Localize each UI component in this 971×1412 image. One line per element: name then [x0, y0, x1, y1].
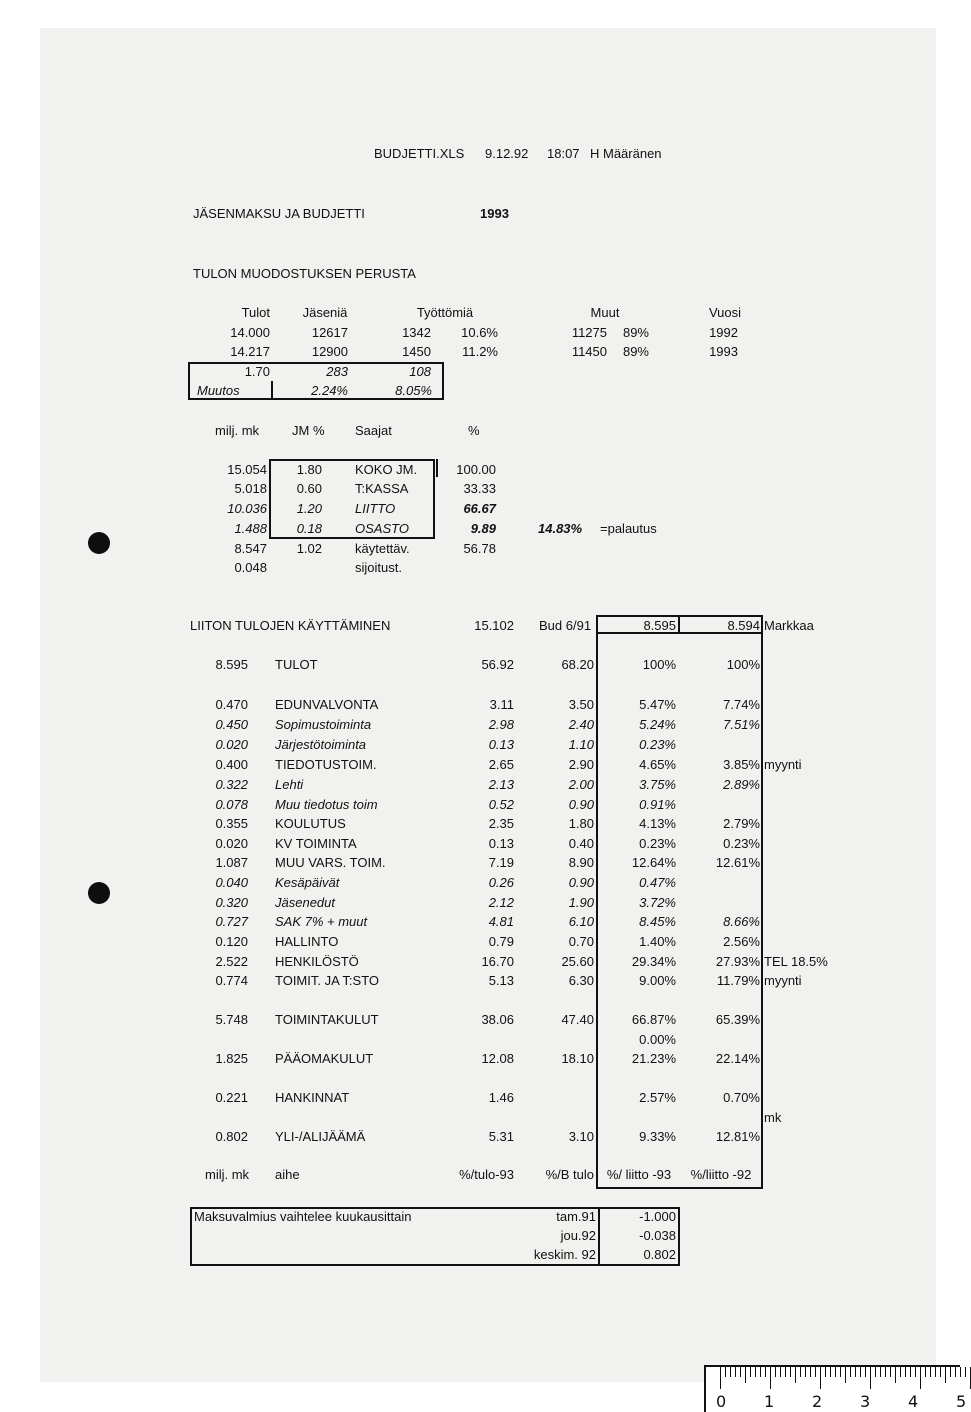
s3-value: 0.400 — [215, 757, 248, 772]
s3-pct-liitto92: 12.61% — [715, 855, 760, 870]
s3-pct-tulo: 0.52 — [488, 797, 514, 812]
s3-pct-tulo: 0.13 — [488, 737, 514, 752]
s2-saajat: käytettäv. — [355, 541, 410, 556]
bud-label: Bud 6/91 — [539, 618, 592, 633]
s1-muut: 11275 — [571, 325, 607, 340]
ruler-tick — [875, 1367, 876, 1377]
s1-tyottomia-pct: 10.6% — [461, 325, 498, 340]
s3-pct-liitto92: 8.66% — [723, 914, 760, 929]
s3-pct-tulo: 3.11 — [489, 697, 514, 712]
s3-pct-tulo: 0.79 — [488, 934, 514, 949]
ruler-tick — [885, 1367, 886, 1377]
s3-name: Järjestötoiminta — [275, 737, 367, 752]
s3-pct-tulo: 4.81 — [488, 914, 514, 929]
s3-pct-btulo: 0.90 — [568, 875, 594, 890]
ruler-tick — [835, 1367, 836, 1377]
s3-pct-btulo: 6.10 — [568, 914, 594, 929]
s3-pct-liitto92: 22.14% — [715, 1051, 760, 1066]
ruler-tick — [865, 1367, 866, 1377]
s3-pct-liitto93: 9.00% — [639, 973, 676, 988]
ruler-tick — [830, 1367, 831, 1377]
ruler-tick — [755, 1367, 756, 1377]
s3-pct-btulo: 0.90 — [568, 797, 594, 812]
s3-pct-btulo: 18.10 — [561, 1051, 594, 1066]
ruler-number: 4 — [908, 1392, 919, 1411]
s2-milj: 10.036 — [227, 501, 267, 516]
s3-pct-btulo: 3.50 — [568, 697, 594, 712]
s2-jm: 1.80 — [296, 462, 322, 477]
s3-pct-liitto92: 0.23% — [723, 836, 760, 851]
ruler-tick — [915, 1367, 916, 1377]
s3-value: 0.320 — [215, 895, 248, 910]
s3-value: 0.120 — [215, 934, 248, 949]
ruler-tick — [720, 1367, 721, 1389]
s3-value: 0.020 — [215, 836, 248, 851]
s3-pct-liitto92: 65.39% — [715, 1012, 760, 1027]
s2-header-saajat: Saajat — [355, 423, 392, 438]
s3-value: 0.221 — [215, 1090, 248, 1105]
ruler-tick — [725, 1367, 726, 1377]
s3-pct-liitto93: 4.13% — [639, 816, 676, 831]
s2-jm: 0.18 — [296, 521, 322, 536]
s3-pct-btulo: 1.90 — [568, 895, 594, 910]
s3-pct-tulo: 7.19 — [488, 855, 514, 870]
muutos-tyottomia: 8.05% — [395, 383, 432, 398]
ruler-tick — [945, 1367, 946, 1383]
diff-tyottomia: 108 — [409, 364, 431, 379]
s3-pct-liitto92: 27.93% — [715, 954, 760, 969]
ruler-tick — [950, 1367, 951, 1377]
s3-name: TIEDOTUSTOIM. — [275, 757, 377, 772]
s3-name: HENKILÖSTÖ — [275, 954, 359, 969]
s3-note: TEL 18.5% — [764, 954, 828, 969]
ruler-tick — [900, 1367, 901, 1377]
s1-muut: 11450 — [571, 344, 607, 359]
s2-milj: 15.054 — [227, 462, 267, 477]
ruler-tick — [920, 1367, 921, 1389]
s2-saajat: T:KASSA — [355, 481, 409, 496]
s3-pct-tulo: 5.31 — [488, 1129, 514, 1144]
s3-pct-liitto93: 8.45% — [639, 914, 676, 929]
s3-value: 0.020 — [215, 737, 248, 752]
s3-pct-tulo: 1.46 — [488, 1090, 514, 1105]
s3-name: KV TOIMINTA — [275, 836, 357, 851]
muutos-label: Muutos — [197, 383, 240, 398]
s3-name: HANKINNAT — [275, 1090, 350, 1105]
s3-pct-liitto93: 0.47% — [639, 875, 676, 890]
s3-name: KOULUTUS — [275, 816, 346, 831]
s3-pct-btulo: 47.40 — [561, 1012, 594, 1027]
ruler-tick — [790, 1367, 791, 1377]
ruler-tick — [895, 1367, 896, 1383]
s1-tulot: 14.217 — [230, 344, 270, 359]
s2-pct: 56.78 — [463, 541, 496, 556]
ruler-tick — [845, 1367, 846, 1383]
s2-jm: 0.60 — [296, 481, 322, 496]
s3-pct-btulo: 2.40 — [568, 717, 594, 732]
footer-aihe: aihe — [275, 1167, 300, 1182]
s3-value: 8.595 — [215, 657, 248, 672]
footer-btulo: %/B tulo — [545, 1167, 594, 1182]
ruler-tick — [960, 1367, 961, 1377]
diff-tulot: 1.70 — [244, 364, 270, 379]
s3-pct-tulo: 2.13 — [488, 777, 514, 792]
s3-pct-tulo: 2.65 — [488, 757, 514, 772]
s3-name: Muu tiedotus toim — [275, 797, 378, 812]
s2-pct: 9.89 — [470, 521, 496, 536]
s2-milj: 5.018 — [234, 481, 267, 496]
s3-pct-tulo: 56.92 — [481, 657, 514, 672]
s3-pct-liitto93: 5.47% — [639, 697, 676, 712]
ruler-tick — [965, 1367, 966, 1377]
s3-pct-tulo: 0.26 — [488, 875, 514, 890]
s2-saajat: LIITTO — [355, 501, 396, 516]
ruler — [704, 1365, 967, 1412]
s3-pct-tulo: 2.12 — [488, 895, 514, 910]
s3-pct-btulo: 8.90 — [568, 855, 594, 870]
ruler-tick — [850, 1367, 851, 1377]
ruler-tick — [825, 1367, 826, 1377]
s3-value: 5.748 — [215, 1012, 248, 1027]
section3-total: 15.102 — [474, 618, 514, 633]
s2-jm: 1.02 — [296, 541, 322, 556]
s1-tyottomia: 1450 — [402, 344, 431, 359]
s1-jasenia: 12617 — [311, 325, 348, 340]
header-author: H Määränen — [590, 146, 662, 161]
s3-name: TOIMIT. JA T:STO — [275, 973, 380, 988]
ruler-tick — [740, 1367, 741, 1377]
ruler-tick — [910, 1367, 911, 1377]
ruler-tick — [860, 1367, 861, 1377]
s1-tulot: 14.000 — [230, 325, 270, 340]
s3-pct-liitto92: 2.79% — [723, 816, 760, 831]
s3-value: 0.450 — [215, 717, 248, 732]
s3-pct-tulo: 2.35 — [488, 816, 514, 831]
s3-value: 0.322 — [215, 777, 248, 792]
ruler-tick — [870, 1367, 871, 1389]
s3-pct-liitto92: 0.70% — [723, 1090, 760, 1105]
s3-value: 1.825 — [215, 1051, 248, 1066]
ruler-tick — [775, 1367, 776, 1377]
s3-pct-tulo: 5.13 — [488, 973, 514, 988]
ruler-number: 0 — [716, 1392, 727, 1411]
ruler-number: 5 — [956, 1392, 967, 1411]
ruler-tick — [765, 1367, 766, 1377]
s3-pct-btulo: 25.60 — [561, 954, 594, 969]
s2-pct: 66.67 — [463, 501, 496, 516]
s3-pct-tulo: 12.08 — [481, 1051, 514, 1066]
s2-header-pct: % — [468, 423, 480, 438]
s3-pct-liitto92: 2.56% — [723, 934, 760, 949]
footer-tulo: %/tulo-93 — [459, 1167, 514, 1182]
s3-pct-liitto93: 0.91% — [639, 797, 676, 812]
s3-name: TOIMINTAKULUT — [275, 1012, 379, 1027]
saajat-divider — [436, 459, 438, 477]
s3-pct-liitto92: 2.89% — [723, 777, 760, 792]
s2-saajat: sijoitust. — [355, 560, 402, 575]
s3-pct-btulo: 2.00 — [568, 777, 594, 792]
s3-name: TULOT — [275, 657, 318, 672]
s3-pct-liitto93: 66.87% — [631, 1012, 676, 1027]
s3-name: PÄÄOMAKULUT — [275, 1051, 374, 1066]
s3-value: 2.522 — [215, 954, 248, 969]
summary-label: jou.92 — [560, 1228, 596, 1243]
s3-pct-liitto93: 0.00% — [639, 1032, 676, 1047]
header-vuosi: Vuosi — [708, 305, 742, 320]
s3-pct-liitto93: 12.64% — [631, 855, 676, 870]
header-tyottomia: Työttömiä — [416, 305, 474, 320]
s2-pct: 33.33 — [463, 481, 496, 496]
ruler-tick — [925, 1367, 926, 1377]
s3-pct-btulo: 68.20 — [561, 657, 594, 672]
s3-value: 1.087 — [215, 855, 248, 870]
summary-label: tam.91 — [556, 1209, 596, 1224]
s2-milj: 0.048 — [234, 560, 267, 575]
s3-pct-btulo: 3.10 — [568, 1129, 594, 1144]
ruler-tick — [905, 1367, 906, 1377]
ruler-tick — [735, 1367, 736, 1377]
s3-name: Sopimustoiminta — [275, 717, 372, 732]
palautus-label: =palautus — [600, 521, 657, 536]
s3-value: 0.355 — [215, 816, 248, 831]
s3-pct-liitto93: 3.72% — [639, 895, 676, 910]
ruler-tick — [930, 1367, 931, 1377]
footer-liitto92: %/liitto -92 — [690, 1167, 752, 1182]
s3-note: myynti — [764, 973, 802, 988]
header-markkaa: Markkaa — [764, 618, 814, 633]
mk-note: mk — [764, 1110, 782, 1125]
s2-milj: 1.488 — [234, 521, 267, 536]
s2-header-jm: JM % — [292, 423, 325, 438]
ruler-tick — [760, 1367, 761, 1377]
s2-milj: 8.547 — [234, 541, 267, 556]
summary-value: -0.038 — [639, 1228, 676, 1243]
s3-pct-liitto93: 0.23% — [639, 836, 676, 851]
s2-saajat: OSASTO — [355, 521, 409, 536]
summary-value: -1.000 — [639, 1209, 676, 1224]
s3-name: YLI-/ALIJÄÄMÄ — [275, 1129, 366, 1144]
summary-label: keskim. 92 — [533, 1247, 596, 1262]
ruler-tick — [750, 1367, 751, 1377]
s3-pct-liitto93: 5.24% — [639, 717, 676, 732]
s3-name: SAK 7% + muut — [275, 914, 368, 929]
s3-name: Lehti — [275, 777, 304, 792]
s3-pct-liitto93: 29.34% — [631, 954, 676, 969]
s1-tyottomia: 1342 — [402, 325, 431, 340]
ruler-tick — [800, 1367, 801, 1377]
s3-value: 0.040 — [215, 875, 248, 890]
section3-title: LIITON TULOJEN KÄYTTÄMINEN — [190, 618, 391, 633]
s3-value: 0.470 — [215, 697, 248, 712]
s3-pct-liitto93: 3.75% — [639, 777, 676, 792]
s3-pct-btulo: 6.30 — [568, 973, 594, 988]
header-muut: Muut — [590, 305, 620, 320]
ruler-tick — [820, 1367, 821, 1389]
s3-name: HALLINTO — [275, 934, 339, 949]
s3-value: 0.802 — [215, 1129, 248, 1144]
s3-pct-liitto93: 1.40% — [639, 934, 676, 949]
s3-name: Kesäpäivät — [275, 875, 340, 890]
s3-pct-liitto92: 11.79% — [716, 973, 760, 988]
maksuvalmius-label: Maksuvalmius vaihtelee kuukausittain — [194, 1209, 412, 1224]
s3-pct-liitto93: 21.23% — [631, 1051, 676, 1066]
summary-value: 0.802 — [643, 1247, 676, 1262]
ruler-tick — [955, 1367, 956, 1377]
s1-muut-pct: 89% — [622, 344, 649, 359]
ruler-tick — [840, 1367, 841, 1377]
s3-name: Jäsenedut — [275, 895, 335, 910]
s3-pct-tulo: 0.13 — [488, 836, 514, 851]
document-title: JÄSENMAKSU JA BUDJETTI — [193, 206, 365, 221]
muutos-jasenia: 2.24% — [311, 383, 348, 398]
s3-pct-btulo: 2.90 — [568, 757, 594, 772]
s3-pct-liitto92: 7.74% — [723, 697, 760, 712]
s3-name: EDUNVALVONTA — [275, 697, 379, 712]
s3-pct-btulo: 1.80 — [568, 816, 594, 831]
footer-liitto93: %/ liitto -93 — [606, 1167, 672, 1182]
ruler-number: 2 — [812, 1392, 823, 1411]
maksuvalmius-divider — [598, 1207, 600, 1266]
s1-vuosi: 1992 — [709, 325, 738, 340]
s3-pct-liitto92: 100% — [726, 657, 760, 672]
header-b-value: 8.594 — [727, 618, 760, 633]
header-a-value: 8.595 — [643, 618, 676, 633]
s2-header-milj: milj. mk — [215, 423, 260, 438]
ruler-tick — [730, 1367, 731, 1377]
s3-pct-btulo: 1.10 — [568, 737, 594, 752]
header-time: 18:07 — [547, 146, 580, 161]
ruler-tick — [805, 1367, 806, 1377]
s3-pct-tulo: 38.06 — [481, 1012, 514, 1027]
ruler-tick — [855, 1367, 856, 1377]
ruler-tick — [935, 1367, 936, 1377]
footer-milj: milj. mk — [205, 1167, 250, 1182]
s3-name: MUU VARS. TOIM. — [275, 855, 386, 870]
diff-jasenia: 283 — [326, 364, 348, 379]
s2-pct: 100.00 — [456, 462, 496, 477]
section1-title: TULON MUODOSTUKSEN PERUSTA — [193, 266, 416, 281]
ruler-tick — [890, 1367, 891, 1377]
s1-muut-pct: 89% — [622, 325, 649, 340]
s3-value: 0.774 — [215, 973, 248, 988]
ruler-tick — [785, 1367, 786, 1377]
header-jasenia: Jäseniä — [302, 305, 348, 320]
header-date: 9.12.92 — [485, 146, 529, 161]
document-year: 1993 — [480, 206, 509, 221]
s1-vuosi: 1993 — [709, 344, 738, 359]
ruler-tick — [880, 1367, 881, 1377]
header-file: BUDJETTI.XLS — [374, 146, 465, 161]
s3-pct-liitto92: 3.85% — [723, 757, 760, 772]
ruler-tick — [795, 1367, 796, 1383]
ruler-tick — [745, 1367, 746, 1383]
ruler-number: 1 — [764, 1392, 775, 1411]
s3-pct-liitto93: 2.57% — [639, 1090, 676, 1105]
s2-jm: 1.20 — [296, 501, 322, 516]
punch-hole-top — [88, 532, 110, 554]
s1-jasenia: 12900 — [311, 344, 348, 359]
ruler-tick — [780, 1367, 781, 1377]
ruler-tick — [940, 1367, 941, 1377]
s3-pct-liitto92: 7.51% — [723, 717, 760, 732]
s3-pct-liitto93: 4.65% — [639, 757, 676, 772]
ruler-tick — [810, 1367, 811, 1377]
palautus-value: 14.83% — [538, 521, 583, 536]
header-tulot: Tulot — [241, 305, 270, 320]
s3-pct-liitto92: 12.81% — [715, 1129, 760, 1144]
s3-pct-btulo: 0.40 — [568, 836, 594, 851]
s3-value: 0.078 — [215, 797, 248, 812]
s3-pct-liitto93: 9.33% — [639, 1129, 676, 1144]
s3-pct-tulo: 16.70 — [481, 954, 514, 969]
s3-pct-btulo: 0.70 — [568, 934, 594, 949]
s3-pct-liitto93: 100% — [642, 657, 676, 672]
s3-note: myynti — [764, 757, 802, 772]
punch-hole-bottom — [88, 882, 110, 904]
s3-value: 0.727 — [215, 914, 248, 929]
ruler-number: 3 — [860, 1392, 871, 1411]
s3-pct-tulo: 2.98 — [488, 717, 514, 732]
s1-tyottomia-pct: 11.2% — [462, 344, 498, 359]
ruler-tick — [815, 1367, 816, 1377]
s2-saajat: KOKO JM. — [355, 462, 418, 477]
s3-pct-liitto93: 0.23% — [639, 737, 676, 752]
ruler-tick — [770, 1367, 771, 1389]
